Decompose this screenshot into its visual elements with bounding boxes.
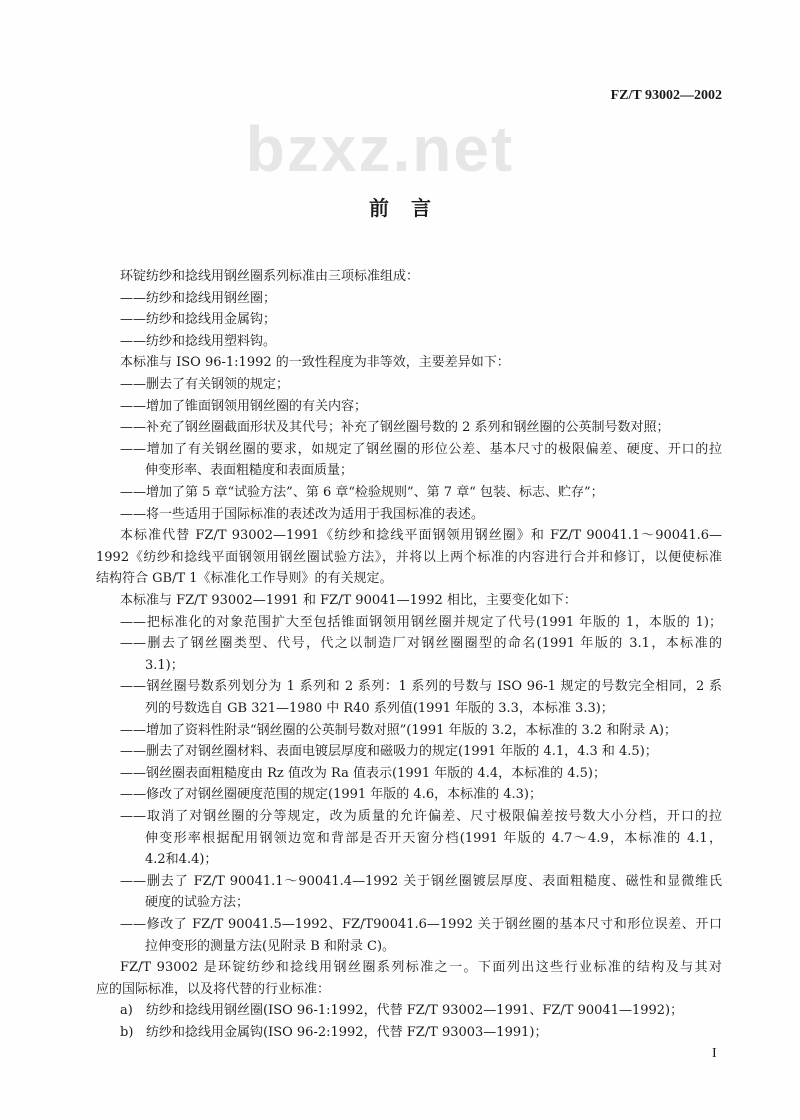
list-item: ——增加了有关钢丝圈的要求，如规定了钢丝圈的形位公差、基本尺寸的极限偏差、硬度、开口的拉 [120,441,722,457]
enumerated-item-b [120,1024,547,1042]
item-label: b) [120,1025,134,1040]
paragraph-line: 本标准代替 FZ/T 93002—1991《纺纱和捻线平面钢领用钢丝圈》和 FZ/T 90041.1～90041.6— [120,528,722,544]
list-item: ——把标准化的对象范围扩大至包括锥面钢领用钢丝圈并规定了代号(1991 年版的 1，本版的 1)； [120,614,722,630]
paragraph-line: 本标准与 ISO 96-1:1992 的一致性程度为非等效，主要差异如下： [120,355,510,371]
list-item-continuation: 伸变形率、表面粗糙度和表面质量； [145,463,354,479]
list-item: ——删去了有关钢领的规定； [120,377,290,392]
list-item: ——纺纱和捻线用钢丝圈； [120,290,277,306]
list-item: ——取消了对钢丝圈的分等规定，改为质量的允许偏差、尺寸极限偏差按号数大小分档，开口的拉 [120,809,722,824]
list-item: ——增加了第 5 章“试验方法”、第 6 章“检验规则”、第 7 章“ 包装、标志、贮存”； [120,485,604,500]
item-label: a) [120,1003,133,1019]
paragraph-line: 应的国际标准，以及将代替的行业标准： [96,981,331,997]
paragraph-line: 结构符合 GB/T 1《标准化工作导则》的有关规定。 [96,571,393,587]
list-item: ——纺纱和捻线用金属钩； [120,312,277,328]
list-item-continuation: 4.2和4.4)； [145,852,218,868]
enumerated-item-a [120,1002,683,1020]
standard-number: FZ/T 93002—2002 [610,88,722,103]
page-number: I [712,1046,717,1061]
list-item-continuation: 列的号数选自 GB 321—1980 中 R40 系列值(1991 年版的 3.3，本标准 3.3)； [145,701,614,716]
list-item: ——将一些适用于国际标准的表述改为适用于我国标准的表述。 [120,506,485,522]
list-item: ——删去了 FZ/T 90041.1～90041.4—1992 关于钢丝圈镀层厚度、表面粗糙度、磁性和显微维氏 [120,873,722,889]
page-title: 前言 [369,196,453,220]
list-item: ——删去了对钢丝圈材料、表面电镀层厚度和磁吸力的规定(1991 年版的 4.1，4.3 和 4.5)； [120,744,658,760]
list-item: ——纺纱和捻线用塑料钩。 [120,333,277,349]
list-item-continuation: 拉伸变形的测量方法(见附录 B 和附录 C)。 [145,938,396,954]
item-text: 纺纱和捻线用金属钩(ISO 96-2:1992，代替 FZ/T 93003—1991)； [146,1025,548,1040]
watermark: bzxz.net [245,113,515,185]
item-text: 纺纱和捻线用钢丝圈(ISO 96-1:1992，代替 FZ/T 93002—1991、FZ/T 90041—1992)； [146,1003,684,1019]
list-item: ——增加了资料性附录“钢丝圈的公英制号数对照”(1991 年版的 3.2，本标准的 3.2 和附录 A)； [120,722,677,738]
paragraph-line: 1992《纺纱和捻线平面钢领用钢丝圈试验方法》，并将以上两个标准的内容进行合并和修订，以便使标准 [96,549,722,565]
list-item: ——补充了钢丝圈截面形状及其代号；补充了钢丝圈号数的 2 系列和钢丝圈的公英制号数对照； [120,420,670,436]
paragraph-line: 本标准与 FZ/T 93002—1991 和 FZ/T 90041—1992 相比，主要变化如下： [120,593,577,608]
list-item: ——修改了 FZ/T 90041.5—1992、FZ/T90041.6—1992 关于钢丝圈的基本尺寸和形位误差、开口 [120,917,722,932]
list-item: ——删去了钢丝圈类型、代号，代之以制造厂对钢丝圈圈型的命名(1991 年版的 3.1，本标准的 [120,636,722,652]
list-item-continuation: 3.1)； [145,657,184,673]
paragraph-line: 环锭纺纱和捻线用钢丝圈系列标准由三项标准组成： [120,269,420,284]
list-item-continuation: 伸变形率根据配用钢领边宽和背部是否开天窗分档(1991 年版的 4.7～4.9，本标准的 4.1， [145,830,722,846]
paragraph-line: FZ/T 93002 是环锭纺纱和捻线用钢丝圈系列标准之一。下面列出这些行业标准的结构及与其对 [120,960,722,976]
list-item: ——钢丝圈表面粗糙度由 Rz 值改为 Ra 值表示(1991 年版的 4.4，本标准的 4.5)； [120,765,606,781]
list-item: ——增加了锥面钢领用钢丝圈的有关内容； [120,398,368,414]
list-item: ——钢丝圈号数系列划分为 1 系列和 2 系列：1 系列的号数与 ISO 96-1 规定的号数完全相同，2 系 [120,679,722,695]
list-item: ——修改了对钢丝圈硬度范围的规定(1991 年版的 4.6，本标准的 4.3)； [120,787,542,803]
list-item-continuation: 硬度的试验方法； [145,895,250,911]
